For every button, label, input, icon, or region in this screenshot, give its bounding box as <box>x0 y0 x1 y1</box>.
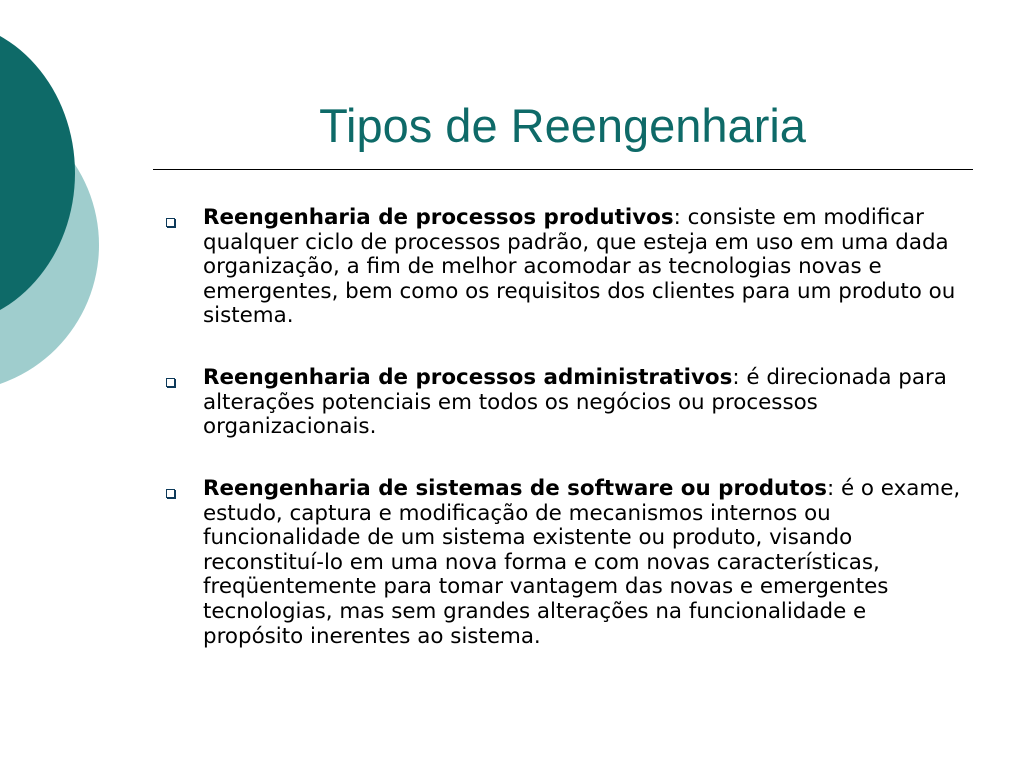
bullet-description: é direcionada para alterações potenciais em todos os negócios ou processos organizacionais. <box>203 365 947 440</box>
bullet-text <box>203 366 965 440</box>
bullet-term: Reengenharia de sistemas de software ou produtos <box>203 476 827 501</box>
slide-title: Tipos de Reengenharia <box>319 99 806 152</box>
bullet-description: consiste em modificar qualquer ciclo de processos padrão, que esteja em uso em uma dada organização, a fim de melhor acomodar as tecnologias novas e emergentes, bem como os requisitos dos clientes para um produto ou sistema. <box>203 205 956 329</box>
square-bullet-icon <box>166 378 175 387</box>
bullet-text <box>203 206 965 329</box>
square-bullet-icon <box>166 218 175 227</box>
bullet-term: Reengenharia de processos administrativos <box>203 365 733 390</box>
title-divider <box>153 169 973 170</box>
bullet-separator: : <box>673 205 681 230</box>
bullet-text <box>203 477 965 649</box>
square-bullet-icon <box>166 489 175 498</box>
bullet-description: é o exame, estudo, captura e modificação de mecanismos internos ou funcionalidade de um sistema existente ou produto, visando reconstituí-lo em uma nova forma e com novas características, freqüentemente para tomar vantagem das novas e emergentes tecnologias, mas sem grandes alterações na funcionalidade e propósito inerentes ao sistema. <box>203 476 961 649</box>
bullet-separator: : <box>826 476 835 501</box>
bullet-term: Reengenharia de processos produtivos <box>203 205 674 230</box>
bullet-separator: : <box>732 365 740 390</box>
